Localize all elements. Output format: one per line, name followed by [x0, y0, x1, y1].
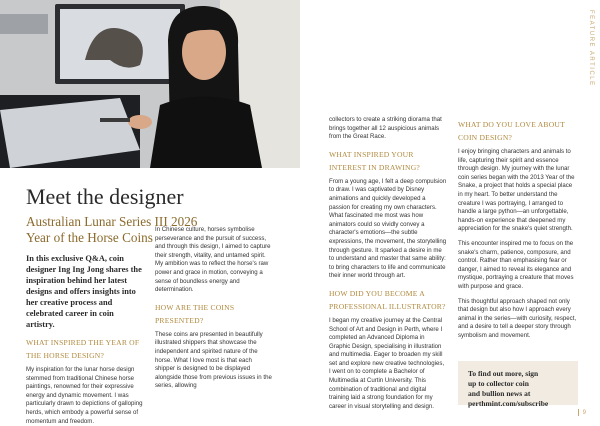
question-heading: HOW DID YOU BECOME A PROFESSIONAL ILLUSTRATOR?: [329, 288, 446, 311]
answer-paragraph: I enjoy bringing characters and animals to life, capturing their spirit and essence through design. My journey with the lunar coin series began with the 2013 Year of the Snake, a project that holds a special place in my heart. To better understand the creature I was portraying, I arranged to handle a large python—an unforgettable, hands-on experience that deepened my appreciation for the snake's quiet strength.: [458, 148, 575, 233]
column-1: [26, 253, 144, 426]
answer-paragraph: My inspiration for the lunar horse design stemmed from traditional Chinese horse paintings, renowned for their expressive energy and dynamic movement. I was particularly drawn to depictions of galloping herds, which embody a powerful sense of momentum and freedom.: [26, 366, 143, 425]
answer-paragraph: In Chinese culture, horses symbolise perseverance and the pursuit of success, and through this design, I aimed to capture their strength, vitality, and untamed spirit. My ambition was to reflect the horse's raw power and grace in motion, conveying a sense of boundless energy and determination.: [155, 226, 271, 294]
column-3: [329, 116, 447, 417]
intro-lead: In this exclusive Q&A, coin designer Ing Ing Jong shares the inspiration behind her latest designs and offers insights into her creative process and celebrated career in coin artistry.: [26, 254, 142, 329]
section-label: FEATURE ARTICLE: [588, 10, 594, 87]
question-heading: WHAT DO YOU LOVE ABOUT COIN DESIGN?: [458, 120, 565, 142]
answer-paragraph: This encounter inspired me to focus on the snake's charm, patience, composure, and control. Rather than emphasising fear or danger, I aimed to reveal its elegance and mystique, portraying a creature that moves with purpose and grace.: [458, 239, 574, 290]
question-heading: HOW ARE THE COINS PRESENTED?: [155, 302, 235, 325]
subtitle-line-1: Australian Lunar Series III 2026: [26, 214, 198, 229]
promo-line: and bullion news at: [468, 389, 531, 398]
column-2: [155, 226, 273, 397]
column-4: [458, 116, 578, 346]
answer-paragraph: I began my creative journey at the Central School of Art and Design in Perth, where I completed an Advanced Diploma in Graphic Design, specialising in illustration and multimedia. Eager to broaden my skill set and explore new creative technologies, I went on to complete a Bachelor of Multimedia at Curtin University. This combination of traditional and digital training laid a strong foundation for my career in visual storytelling and design.: [329, 316, 445, 410]
question-heading: WHAT INSPIRED THE YEAR OF THE HORSE DESIGN?: [26, 338, 140, 360]
designer-photo: [0, 0, 300, 168]
subtitle-line-2: Year of the Horse Coins: [26, 230, 153, 245]
question-heading: WHAT INSPIRED YOUR INTEREST IN DRAWING?: [329, 149, 420, 172]
answer-paragraph: From a young age, I felt a deep compulsion to draw. I was captivated by Disney animations and quickly developed a passion for creating my own characters. What fascinated me most was how animators could so vividly convey a character's emotions—the subtle expressions, the movement, the storytelling through gesture. It sparked a desire in me to understand and master that same ability: to bring characters to life and communicate their inner world through art.: [329, 177, 447, 280]
designer-photo-illustration: [0, 0, 300, 168]
answer-paragraph: This thoughtful approach shaped not only that design but also how I approach every animal in the series—with curiosity, respect, and a desire to tell a deeper story through symbolism and movement.: [458, 297, 577, 339]
page-number: [578, 409, 586, 416]
page-number-divider: [578, 409, 579, 416]
answer-paragraph: These coins are presented in beautifully illustrated shippers that showcase the independent and spirited nature of the horse. What I love most is that each shipper is designed to be displayed alongside those from previous issues in the series, allowing: [155, 330, 272, 390]
subscribe-link[interactable]: perthmint.com/subscribe: [468, 399, 549, 408]
promo-line: To find out more, sign: [468, 369, 539, 378]
subscribe-promo-box: [458, 361, 578, 408]
page-number-value: 9: [582, 410, 586, 416]
answer-paragraph: collectors to create a striking diorama that brings together all 12 auspicious animals from the Great Race.: [329, 116, 442, 141]
promo-line: up to collector coin: [468, 379, 529, 388]
page-title: Meet the designer: [26, 184, 184, 209]
